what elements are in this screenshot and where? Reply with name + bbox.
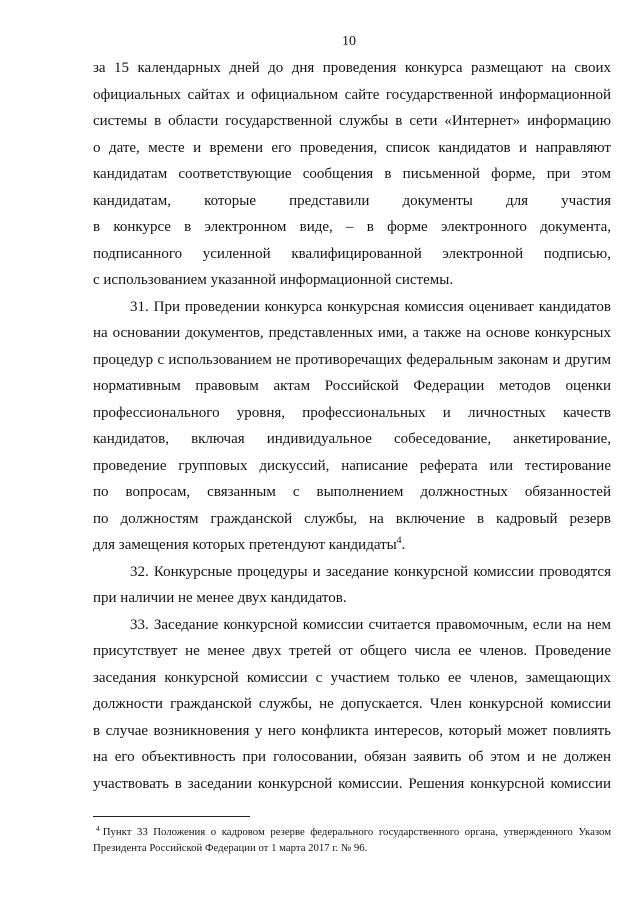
sentence-end: . bbox=[401, 537, 406, 553]
text-line: по должностям гражданской службы, на включение в кадровый резерв bbox=[93, 510, 611, 527]
page-number: 10 bbox=[342, 34, 356, 49]
text-line: для замещения которых претендуют кандидаты bbox=[93, 537, 397, 553]
text-line: системы в области государственной службы в сети «Интернет» информацию bbox=[93, 113, 611, 129]
footnote-line: Президента Российской Федерации от 1 марта 2017 г. № 96. bbox=[93, 842, 368, 854]
text-line: в случае возникновения у него конфликта интересов, который может повлиять bbox=[93, 722, 611, 739]
text-line: участвовать в заседании конкурсной комиссии. Решения конкурсной комиссии bbox=[93, 775, 611, 792]
text-line: на его объективность при голосовании, обязан заявить об этом и не должен bbox=[93, 749, 611, 765]
footnote bbox=[93, 824, 611, 856]
text-line: о дате, месте и времени его проведения, список кандидатов и направляют bbox=[93, 139, 611, 156]
footnote-marker: 4 bbox=[96, 824, 100, 833]
text-line: 33. Заседание конкурсной комиссии считается правомочным, если на нем bbox=[130, 616, 611, 633]
text-line: присутствует не менее двух третей от общего числа ее членов. Проведение bbox=[93, 643, 611, 659]
footnote-line: Пункт 33 Положения о кадровом резерве федерального государственного органа, утвержденного Указом bbox=[102, 826, 611, 838]
text-line: кандидатам соответствующие сообщения в письменной форме, при этом bbox=[93, 166, 611, 182]
text-line: кандидатов, включая индивидуальное собеседование, анкетирование, bbox=[93, 431, 611, 447]
document-body bbox=[93, 55, 611, 797]
text-line: официальных сайтах и официальном сайте государственной информационной bbox=[93, 86, 611, 103]
text-line: профессионального уровня, профессиональных и личностных качеств bbox=[93, 404, 611, 421]
text-line: по вопросам, связанным с выполнением должностных обязанностей bbox=[93, 484, 611, 500]
paragraph-31 bbox=[93, 294, 611, 559]
text-line: проведение групповых дискуссий, написание реферата или тестирование bbox=[93, 457, 611, 474]
text-line: при наличии не менее двух кандидатов. bbox=[93, 590, 347, 606]
footnote-separator bbox=[93, 816, 250, 817]
text-line: за 15 календарных дней до дня проведения конкурса размещают на своих bbox=[93, 60, 611, 76]
text-line: кандидатам, которые представили документы для участия bbox=[93, 192, 611, 209]
paragraph-33 bbox=[93, 612, 611, 798]
text-line: процедур с использованием не противоречащих федеральным законам и другим bbox=[93, 351, 611, 368]
paragraph-continuation bbox=[93, 55, 611, 294]
paragraph-32 bbox=[93, 559, 611, 612]
footnote-reference[interactable]: 4 bbox=[396, 536, 402, 546]
text-line: с использованием указанной информационной системы. bbox=[93, 272, 454, 288]
text-line: 31. При проведении конкурса конкурсная комиссия оценивает кандидатов bbox=[130, 298, 611, 315]
text-line: подписанного усиленной квалифицированной электронной подписью, bbox=[93, 245, 611, 262]
text-line: 32. Конкурсные процедуры и заседание конкурсной комиссии проводятся bbox=[130, 563, 611, 580]
text-line: заседания конкурсной комиссии с участием только ее членов, замещающих bbox=[93, 669, 611, 686]
text-line: нормативным правовым актам Российской Федерации методов оценки bbox=[93, 378, 611, 394]
text-line: должности гражданской службы, не допускается. Член конкурсной комиссии bbox=[93, 696, 611, 712]
text-line: на основании документов, представленных ими, а также на основе конкурсных bbox=[93, 325, 611, 341]
text-line: в конкурсе в электронном виде, – в форме электронного документа, bbox=[93, 219, 611, 235]
